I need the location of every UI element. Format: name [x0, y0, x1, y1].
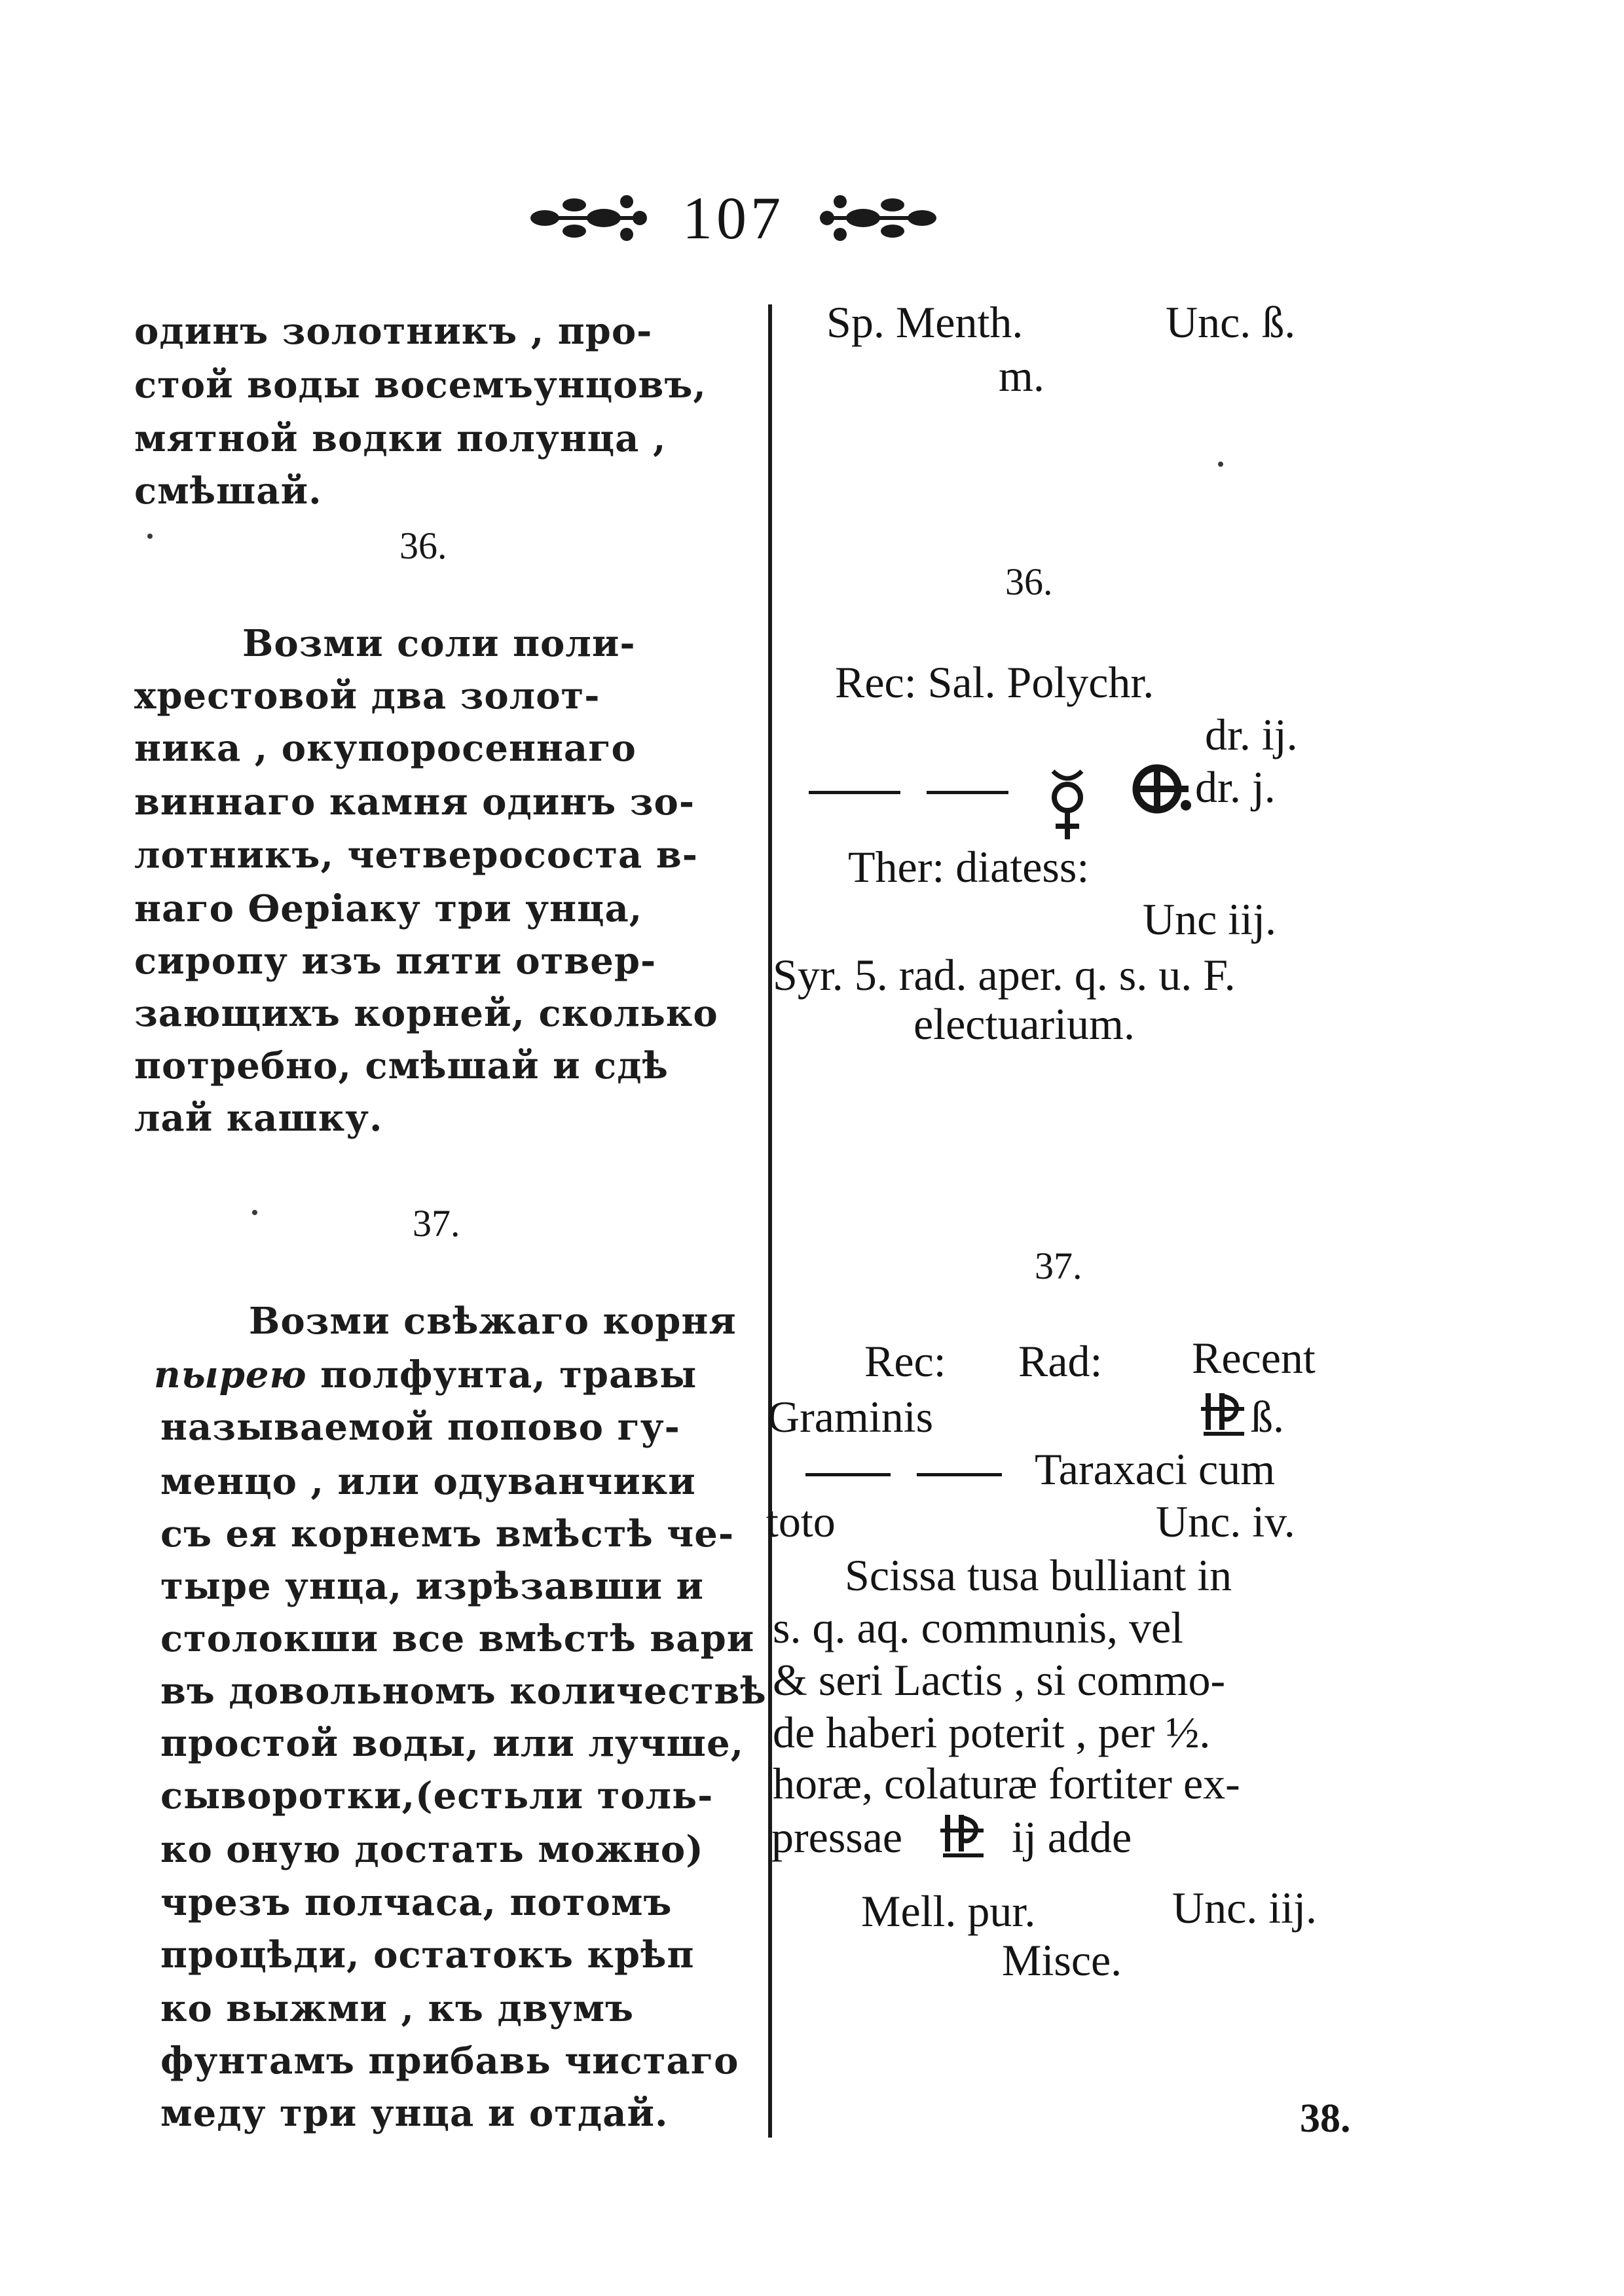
- pound-icon: [938, 1811, 987, 1860]
- text-line: ij adde: [1012, 1812, 1132, 1862]
- text-line: тыре унца, изрѣзавши и: [160, 1565, 705, 1608]
- catchword: 38.: [1300, 2096, 1351, 2141]
- text-line: столокши все вмѣстѣ вари: [160, 1617, 755, 1660]
- text-line: Unc. iv.: [1156, 1497, 1295, 1546]
- ditto-dash: [927, 791, 1008, 794]
- column-divider: [768, 304, 772, 2138]
- text-line: dr. ij.: [1205, 710, 1298, 759]
- text-line: horæ, colaturæ fortiter ex-: [773, 1758, 1240, 1808]
- text-line: стой воды восемъунцовъ,: [134, 363, 707, 407]
- text-line: зающихъ корней, сколько: [134, 992, 718, 1035]
- text-fragment: полфунта, травы: [306, 1353, 697, 1396]
- text-line: Rad:: [1018, 1336, 1103, 1386]
- ditto-dash: [809, 791, 900, 794]
- text-line: процѣди, остатокъ крѣп: [160, 1933, 695, 1977]
- section-number: 37.: [1035, 1245, 1082, 1287]
- text-line: наго Ѳеріаку три унца,: [134, 887, 643, 930]
- text-line: Syr. 5. rad. aper. q. s. u. F.: [773, 950, 1236, 1000]
- text-line: сиропу изъ пяти отвер-: [134, 939, 657, 983]
- text-line: ко оную достать можно): [160, 1828, 704, 1871]
- text-line: toto: [766, 1497, 836, 1546]
- text-line: Rec: Sal. Polychr.: [835, 657, 1154, 707]
- page-number: 107: [682, 185, 784, 251]
- text-line: Recent: [1192, 1333, 1316, 1383]
- text-line: s. q. aq. communis, vel: [773, 1603, 1184, 1652]
- text-line: въ довольномъ количествѣ: [160, 1669, 767, 1713]
- ink-speck: [147, 534, 153, 539]
- text-line: одинъ золотникъ , про-: [134, 310, 653, 353]
- text-line: хрестовой два золот-: [134, 674, 600, 718]
- ditto-dash: [805, 1473, 891, 1476]
- text-line: & seri Lactis , si commo-: [773, 1655, 1226, 1705]
- text-line: ко выжми , къ двумъ: [160, 1987, 635, 2030]
- text-line: Rec:: [864, 1336, 946, 1386]
- text-line: Возми соли поли-: [242, 622, 636, 665]
- right-fleuron-icon: [817, 182, 948, 254]
- italic-word: пырею: [154, 1353, 307, 1396]
- text-line: называемой попово гу-: [160, 1406, 680, 1449]
- text-line: менцо , или одуванчики: [160, 1460, 696, 1503]
- text-line: съ ея корнемъ вмѣстѣ че-: [160, 1512, 735, 1556]
- text-line: потребно, смѣшай и сдѣ: [134, 1044, 669, 1087]
- text-line: сыворотки,(естьли толь-: [160, 1774, 714, 1817]
- ink-speck: [252, 1210, 257, 1215]
- text-line: ника , окупоросеннаго: [134, 727, 637, 770]
- text-line: Sp. Menth.: [826, 297, 1024, 347]
- text-line: m.: [999, 351, 1044, 401]
- text-line: Mell. pur.: [861, 1886, 1036, 1936]
- section-number: 36.: [1005, 560, 1053, 603]
- text-line: Ther: diatess:: [848, 842, 1090, 892]
- text-line: de haberi poterit , per ½.: [773, 1707, 1211, 1757]
- text-line: смѣшай.: [134, 469, 322, 513]
- text-line: лотникъ, четверососта в-: [134, 833, 698, 877]
- tartar-icon: [1130, 759, 1192, 818]
- text-line: [154, 1353, 697, 1396]
- text-line: меду три унца и отдай.: [160, 2092, 669, 2135]
- text-line: ß.: [1251, 1392, 1284, 1442]
- ink-speck: [1218, 462, 1223, 467]
- text-line: Unc iij.: [1143, 894, 1276, 944]
- page-header: [498, 175, 969, 261]
- text-line: Unc. ß.: [1166, 297, 1296, 347]
- text-line: простой воды, или лучше,: [160, 1722, 745, 1765]
- text-line: фунтамъ прибавь чистаго: [160, 2039, 739, 2083]
- text-line: dr. j.: [1195, 762, 1276, 812]
- text-line: Taraxaci cum: [1035, 1444, 1276, 1494]
- text-line: Scissa tusa bulliant in: [845, 1550, 1232, 1600]
- text-line: Возми свѣжаго корня: [249, 1300, 737, 1343]
- pound-icon: [1198, 1389, 1247, 1438]
- mercury-icon: [1041, 766, 1094, 845]
- left-fleuron-icon: [519, 182, 650, 254]
- text-line: electuarium.: [913, 999, 1135, 1049]
- text-line: pressae: [771, 1812, 903, 1862]
- section-number: 36.: [399, 524, 447, 567]
- text-line: виннаго камня одинъ зо-: [134, 780, 695, 824]
- ditto-dash: [917, 1473, 1002, 1476]
- text-line: чрезъ полчаса, потомъ: [160, 1881, 673, 1924]
- text-line: Misce.: [1002, 1935, 1122, 1985]
- text-line: Graminis: [767, 1392, 934, 1442]
- text-line: мятной водки полунца ,: [134, 417, 667, 460]
- text-line: лай кашку.: [134, 1097, 383, 1140]
- text-line: Unc. iij.: [1172, 1883, 1317, 1933]
- section-number: 37.: [413, 1202, 460, 1245]
